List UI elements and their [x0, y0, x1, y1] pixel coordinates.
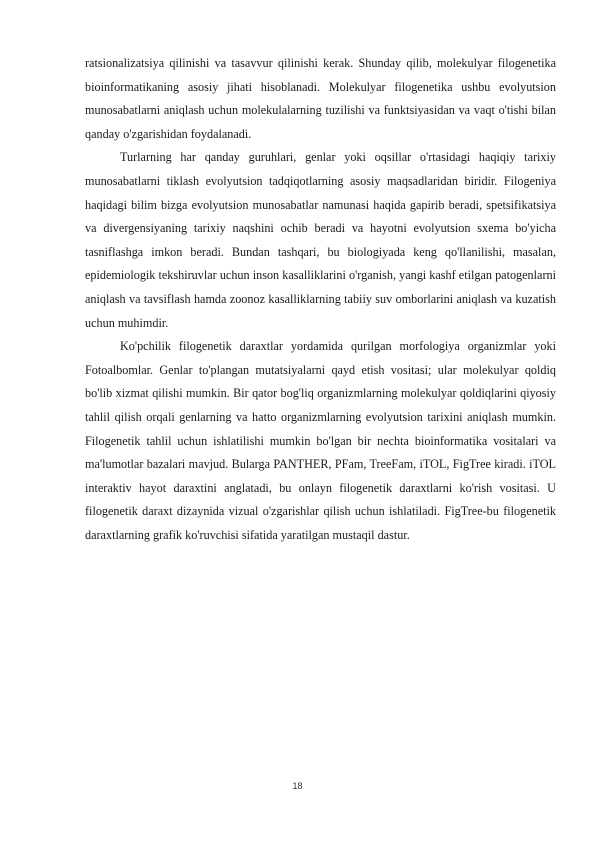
paragraph-continuation: ratsionalizatsiya qilinishi va tasavvur qilinishi kerak. Shunday qilib, molekulyar filogenetika bioinformatikaning asosiy jihati hisoblanadi. Molekulyar filogenetika ushbu evolyutsion munosabatlarni aniqlash uchun molekulalarning tuzilishi va funktsiyasidan va vaqt o'tishi bilan qanday o'zgarishidan foydalanadi. — [85, 56, 556, 141]
paragraph-phylogeny-goals: Turlarning har qanday guruhlari, genlar yoki oqsillar o'rtasidagi haqiqiy tarixiy munosabatlarni tiklash evolyutsion tadqiqotlarning asosiy maqsadlaridan biridir. Filogeniya haqidagi bilim bizga evolyutsion munosabatlar namunasi haqida gapirib beradi, spetsifikatsiya va divergensiyaning tarixiy naqshini ochib beradi va hayotni evolyutsion sxema bo'yicha tasniflashga imkon beradi. Bundan tashqari, bu biologiyada keng qo'llanilishi, masalan, epidemiologik tekshiruvlar uchun inson kasalliklarini o'rganish, yangi kashf etilgan patogenlarni aniqlash va tavsiflash hamda zoonoz kasalliklarning tabiiy suv omborlarini aniqlash va kuzatish uchun muhimdir. — [85, 150, 556, 330]
page-number: 18 — [292, 781, 303, 791]
document-body — [85, 52, 556, 547]
paragraph-phylogenetic-tools: Ko'pchilik filogenetik daraxtlar yordamida qurilgan morfologiya organizmlar yoki Fotoalbomlar. Genlar to'plangan mutatsiyalarni qayd etish vositasi; ular molekulyar qoldiq bo'lib xizmat qilishi mumkin. Bir qator bog'liq organizmlarning molekulyar qoldiqlarini qiyosiy tahlil qilish orqali genlarning va hatto organizmlarning evolyutsion tarixini aniqlash mumkin. Filogenetik tahlil uchun ishlatilishi mumkin bo'lgan bir nechta bioinformatika vositalari va ma'lumotlar bazalari mavjud. Bularga PANTHER, PFam, TreeFam, iTOL, FigTree kiradi. iTOL interaktiv hayot daraxtini anglatadi, bu onlayn filogenetik daraxtlarni ko'rish vositasi. U filogenetik daraxt dizaynida vizual o'zgarishlar qilish uchun ishlatiladi. FigTree-bu filogenetik daraxtlarning grafik ko'ruvchisi sifatida yaratilgan mustaqil dastur. — [85, 339, 556, 542]
